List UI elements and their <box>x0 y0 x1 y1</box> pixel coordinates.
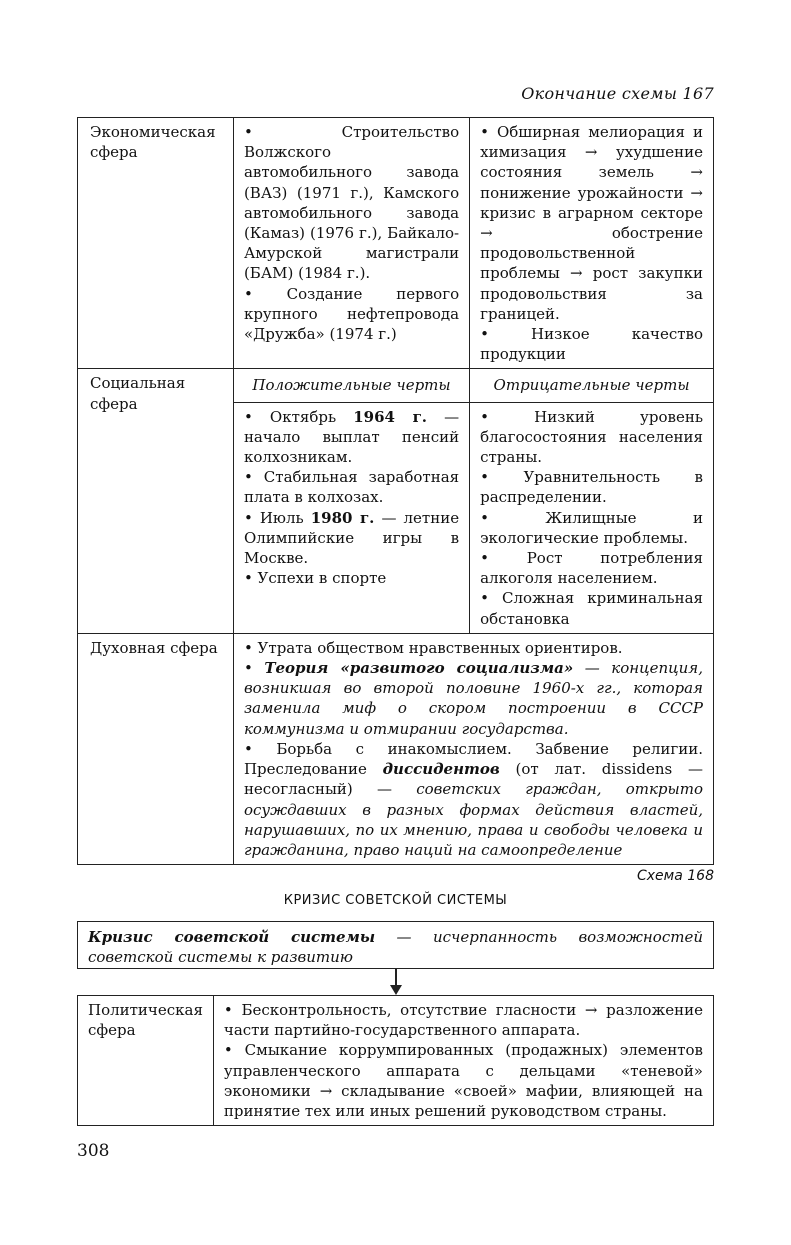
list-item: • Борьба с инакомыслием. Забвение религии. Преследование диссидентов (от лат. dissidens — несогласный) — советских граждан, открыто осуждавших в разных формах действия властей, нарушавших, по их мнению, права и свободы человека и гражданина, право наций на самоопределение <box>243 739 704 859</box>
economic-problems-cell <box>470 118 714 369</box>
negative-features-cell <box>470 402 714 633</box>
spiritual-cell <box>233 633 713 864</box>
row-label-economic: Экономическая сфера <box>78 118 234 369</box>
list-item: • Утрата обществом нравственных ориентиров. <box>243 638 623 657</box>
list-item: • Бесконтрольность, отсутствие гласности → разложение части партийно-государственного аппарата. <box>223 1001 703 1040</box>
table-row-economic <box>78 118 714 369</box>
list-item: • Рост потребления алкоголя населением. <box>480 549 703 588</box>
list-item: • Успехи в спорте <box>243 569 387 588</box>
row-label-spiritual: Духовная сфера <box>78 633 234 864</box>
table-row-social-header <box>78 369 714 402</box>
row-label-political: Политическая сфера <box>78 996 214 1126</box>
political-cell <box>213 996 713 1126</box>
table-row-spiritual <box>78 633 714 864</box>
positive-features-cell <box>233 402 469 633</box>
list-item: • Строительство Волжского автомобильного завода (ВАЗ) (1971 г.), Камского автомобильного завода (Камаз) (1976 г.), Байкало-Амурской магистрали (БАМ) (1984 г.). <box>243 123 460 283</box>
row-label-social: Социальная сфера <box>78 369 234 633</box>
table-row-political <box>78 996 714 1126</box>
list-item: • Сложная криминальная обстановка <box>480 589 703 628</box>
list-item: • Обширная мелиорация и химизация → ухудшение состояния земель → понижение урожайности → кризис в аграрном секторе → обострение продовольственной проблемы → рост закупки продовольствия за границей. <box>480 123 703 323</box>
list-item: • Смыкание коррумпированных (продажных) элементов управленческого аппарата с дельцами «теневой» экономики → складывание «своей» мафии, влияющей на принятие тех или иных решений руководством страны. <box>223 1041 703 1121</box>
schema-title: КРИЗИС СОВЕТСКОЙ СИСТЕМЫ <box>283 893 508 908</box>
list-item: • Июль 1980 г. — летние Олимпийские игры в Москве. <box>243 508 460 568</box>
list-item: • Теория «развитого социализма» — концепция, возникшая во второй половине 1960-х гг., которая заменила миф о скором построении в СССР коммунизма и отмирании государства. <box>243 659 703 738</box>
sphere-table-168 <box>77 995 714 1126</box>
list-item: • Стабильная заработная плата в колхозах. <box>243 468 460 507</box>
definition-box: Кризис советской системы — исчерпанность возможностей советской системы к развитию <box>77 921 714 969</box>
page-number: 308 <box>77 1141 110 1161</box>
list-item: • Низкий уровень благосостояния населения страны. <box>480 407 703 467</box>
down-arrow-icon <box>390 985 402 995</box>
sphere-table-167 <box>77 117 714 865</box>
economic-achievements-cell <box>233 118 469 369</box>
schema-number: Схема 168 <box>637 868 714 884</box>
list-item: • Создание первого крупного нефтепровода «Дружба» (1974 г.) <box>243 284 460 344</box>
continuation-header: Окончание схемы 167 <box>521 84 714 103</box>
list-item: • Низкое качество продукции <box>480 325 703 364</box>
list-item: • Жилищные и экологические проблемы. <box>480 508 703 547</box>
positive-features-header: Положительные черты <box>233 369 469 402</box>
negative-features-header: Отрицательные черты <box>470 369 714 402</box>
list-item: • Уравнительность в распределении. <box>480 468 703 507</box>
list-item: • Октябрь 1964 г. — начало выплат пенсий колхозникам. <box>243 407 460 467</box>
